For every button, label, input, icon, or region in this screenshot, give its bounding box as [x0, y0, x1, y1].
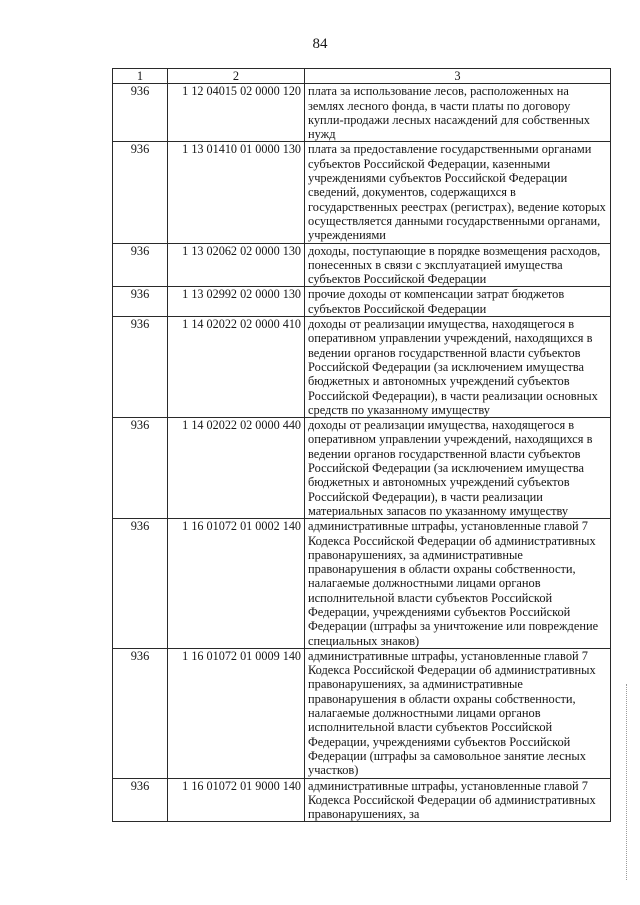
income-name-cell: административные штрафы, установленные главой 7 Кодекса Российской Федерации об административных правонарушениях, за административные правонарушения в области охраны собственности, налагаемые должностными лицами органов исполнительной власти субъектов Российской Федерации, учреждениями субъектов Российской Федерации (штрафы за самовольное занятие лесных участков)	[305, 648, 611, 778]
admin-code-cell: 936	[113, 243, 168, 287]
admin-code-cell: 936	[113, 287, 168, 317]
budget-code-cell: 1 13 02992 02 0000 130	[168, 287, 305, 317]
table-row	[113, 287, 611, 317]
column-header-2: 2	[168, 69, 305, 84]
table-row	[113, 84, 611, 142]
table-row	[113, 317, 611, 418]
scan-edge-mark	[626, 684, 629, 880]
income-name-cell: доходы, поступающие в порядке возмещения расходов, понесенных в связи с эксплуатацией имущества субъектов Российской Федерации	[305, 243, 611, 287]
table-row	[113, 243, 611, 287]
table-row	[113, 418, 611, 519]
admin-code-cell: 936	[113, 519, 168, 649]
income-name-cell: доходы от реализации имущества, находящегося в оперативном управлении учреждений, находящихся в ведении органов государственной власти субъектов Российской Федерации (за исключением имущества бюджетных и автономных учреждений субъектов Российской Федерации), в части реализации основных средств по указанному имуществу	[305, 317, 611, 418]
table-row	[113, 648, 611, 778]
table-row	[113, 778, 611, 822]
table-row	[113, 142, 611, 243]
admin-code-cell: 936	[113, 778, 168, 822]
table-row	[113, 519, 611, 649]
admin-code-cell: 936	[113, 317, 168, 418]
income-name-cell: плата за предоставление государственными органами субъектов Российской Федерации, казенными учреждениями субъектов Российской Федерации сведений, документов, содержащихся в государственных реестрах (регистрах), ведение которых осуществляется данными государственными органами, учреждениями	[305, 142, 611, 243]
admin-code-cell: 936	[113, 84, 168, 142]
income-codes-table	[112, 68, 611, 822]
admin-code-cell: 936	[113, 418, 168, 519]
income-name-cell: прочие доходы от компенсации затрат бюджетов субъектов Российской Федерации	[305, 287, 611, 317]
column-header-3: 3	[305, 69, 611, 84]
budget-code-cell: 1 14 02022 02 0000 440	[168, 418, 305, 519]
column-header-1: 1	[113, 69, 168, 84]
budget-code-cell: 1 16 01072 01 0009 140	[168, 648, 305, 778]
table-header-row	[113, 69, 611, 84]
budget-code-cell: 1 13 02062 02 0000 130	[168, 243, 305, 287]
admin-code-cell: 936	[113, 648, 168, 778]
budget-code-cell: 1 16 01072 01 9000 140	[168, 778, 305, 822]
budget-code-cell: 1 13 01410 01 0000 130	[168, 142, 305, 243]
budget-code-cell: 1 14 02022 02 0000 410	[168, 317, 305, 418]
budget-code-cell: 1 16 01072 01 0002 140	[168, 519, 305, 649]
page-number: 84	[312, 36, 328, 52]
budget-code-cell: 1 12 04015 02 0000 120	[168, 84, 305, 142]
income-name-cell: административные штрафы, установленные главой 7 Кодекса Российской Федерации об административных правонарушениях, за	[305, 778, 611, 822]
admin-code-cell: 936	[113, 142, 168, 243]
income-name-cell: административные штрафы, установленные главой 7 Кодекса Российской Федерации об административных правонарушениях, за административные правонарушения в области охраны собственности, налагаемые должностными лицами органов исполнительной власти субъектов Российской Федерации, учреждениями субъектов Российской Федерации (штрафы за уничтожение или повреждение специальных знаков)	[305, 519, 611, 649]
income-name-cell: доходы от реализации имущества, находящегося в оперативном управлении учреждений, находящихся в ведении органов государственной власти субъектов Российской Федерации (за исключением имущества бюджетных и автономных учреждений субъектов Российской Федерации), в части реализации материальных запасов по указанному имуществу	[305, 418, 611, 519]
income-name-cell: плата за использование лесов, расположенных на землях лесного фонда, в части платы по договору купли-продажи лесных насаждений для собственных нужд	[305, 84, 611, 142]
